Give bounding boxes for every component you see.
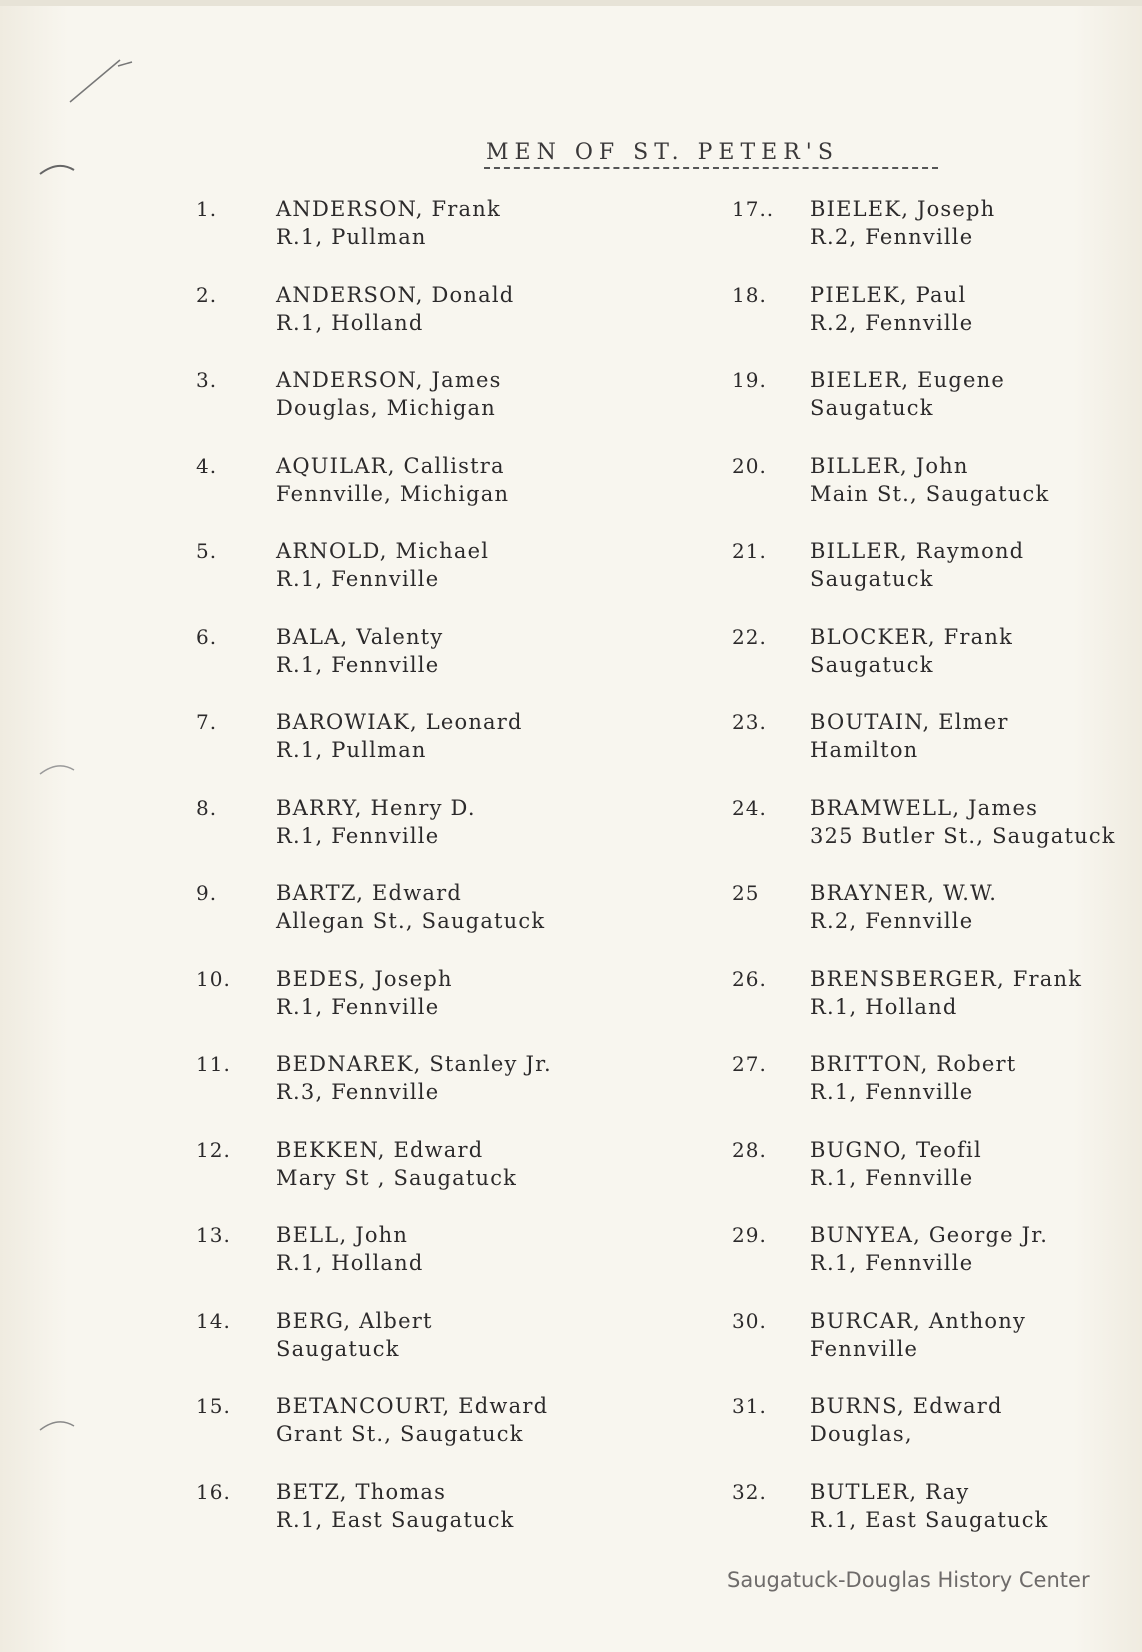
list-item <box>196 1052 756 1138</box>
entry-name: ARNOLD, Michael <box>276 539 490 563</box>
entry-name: ANDERSON, James <box>276 368 502 392</box>
entry-number: 7. <box>196 710 218 734</box>
entry-name: BLOCKER, Frank <box>810 624 1014 649</box>
entry-number: 13. <box>196 1223 231 1247</box>
list-item <box>196 283 756 369</box>
entry-name: BIELEK, Joseph <box>810 197 996 221</box>
list-item <box>196 1138 756 1224</box>
entry-address: R.1, Pullman <box>276 225 427 249</box>
entry-address: R.2, Fennville <box>810 310 974 335</box>
list-item <box>732 283 1142 369</box>
entry-address: R.2, Fennville <box>810 909 974 933</box>
entry-number: 6. <box>196 624 218 649</box>
entry-number: 24. <box>732 795 767 820</box>
list-item <box>196 539 756 625</box>
entry-number: 2. <box>196 282 218 307</box>
list-item <box>732 368 1142 454</box>
entry-name: AQUILAR, Callistra <box>276 453 505 478</box>
entry-name: BILLER, Raymond <box>810 539 1025 563</box>
entry-address: R.1, Fennville <box>276 652 440 677</box>
entry-name: BRAYNER, W.W. <box>810 881 998 905</box>
entry-name: BARRY, Henry D. <box>276 795 476 820</box>
entry-name: BUTLER, Ray <box>810 1479 970 1504</box>
page-top-edge <box>0 0 1142 6</box>
entry-number: 30. <box>732 1308 767 1333</box>
entry-number: 15. <box>196 1394 231 1418</box>
entry-name: ANDERSON, Frank <box>276 197 501 221</box>
entry-address: R.1, Holland <box>276 1251 424 1275</box>
entry-name: BIELER, Eugene <box>810 368 1005 392</box>
list-item <box>732 625 1142 711</box>
entry-address: Fennville <box>810 1336 919 1361</box>
entry-name: BRAMWELL, James <box>810 795 1039 820</box>
punch-hole-mark <box>38 760 78 780</box>
list-item <box>196 967 756 1053</box>
entry-name: BILLER, John <box>810 453 969 478</box>
page-title: MEN OF ST. PETER'S <box>486 140 839 165</box>
entry-name: BETZ, Thomas <box>276 1479 447 1504</box>
list-item <box>732 1480 1142 1566</box>
list-item <box>196 710 756 796</box>
entry-address: Mary St , Saugatuck <box>276 1165 518 1190</box>
entry-name: BURNS, Edward <box>810 1394 1003 1418</box>
list-item <box>196 1223 756 1309</box>
entry-number: 21. <box>732 539 767 563</box>
list-item <box>732 197 1142 283</box>
entry-number: 27. <box>732 1052 767 1076</box>
list-item <box>732 881 1142 967</box>
entry-address: Douglas, <box>810 1422 913 1446</box>
list-item <box>732 796 1142 882</box>
list-item <box>732 1052 1142 1138</box>
entry-address: Fennville, Michigan <box>276 481 510 506</box>
list-item <box>196 796 756 882</box>
entry-name: BEDNAREK, Stanley Jr. <box>276 1052 552 1076</box>
entry-number: 4. <box>196 453 218 478</box>
entry-name: BRITTON, Robert <box>810 1052 1017 1076</box>
entry-number: 31. <box>732 1394 767 1418</box>
entry-name: BEKKEN, Edward <box>276 1137 484 1162</box>
entry-number: 26. <box>732 966 767 991</box>
entry-address: Saugatuck <box>810 567 934 591</box>
entry-number: 10. <box>196 966 231 991</box>
entry-address: R.1, East Saugatuck <box>276 1507 515 1532</box>
right-column <box>732 197 1142 1565</box>
entry-address: Saugatuck <box>810 396 934 420</box>
list-item <box>196 1394 756 1480</box>
entry-address: Saugatuck <box>276 1336 400 1361</box>
list-item <box>196 368 756 454</box>
list-item <box>732 1223 1142 1309</box>
entry-number: 23. <box>732 710 767 734</box>
entry-name: BETANCOURT, Edward <box>276 1394 549 1418</box>
list-item <box>732 1394 1142 1480</box>
entry-number: 32. <box>732 1479 767 1504</box>
entry-address: R.1, Fennville <box>810 1251 974 1275</box>
entry-address: R.1, Fennville <box>276 823 440 848</box>
entry-address: 325 Butler St., Saugatuck <box>810 823 1116 848</box>
title-underline <box>484 167 938 169</box>
entry-address: Allegan St., Saugatuck <box>276 909 546 933</box>
entry-name: BURCAR, Anthony <box>810 1308 1027 1333</box>
entry-name: BRENSBERGER, Frank <box>810 966 1083 991</box>
entry-name: PIELEK, Paul <box>810 282 967 307</box>
list-item <box>732 1309 1142 1395</box>
entry-number: 1. <box>196 197 218 221</box>
entry-name: BAROWIAK, Leonard <box>276 710 523 734</box>
entry-number: 28. <box>732 1137 767 1162</box>
left-column <box>196 197 756 1565</box>
entry-number: 16. <box>196 1479 231 1504</box>
entry-address: R.1, East Saugatuck <box>810 1507 1049 1532</box>
list-item <box>732 539 1142 625</box>
entry-address: R.1, Holland <box>276 310 424 335</box>
entry-number: 17.. <box>732 197 775 221</box>
entry-address: Main St., Saugatuck <box>810 481 1050 506</box>
entry-address: R.2, Fennville <box>810 225 974 249</box>
entry-address: R.1, Fennville <box>810 1165 974 1190</box>
entry-number: 22. <box>732 624 767 649</box>
entry-number: 5. <box>196 539 218 563</box>
punch-hole-mark <box>38 1416 78 1436</box>
entry-number: 20. <box>732 453 767 478</box>
entry-address: R.1, Pullman <box>276 738 427 762</box>
entry-address: R.1, Fennville <box>810 1080 974 1104</box>
entry-address: Hamilton <box>810 738 919 762</box>
list-item <box>196 1309 756 1395</box>
entry-name: BUGNO, Teofil <box>810 1137 982 1162</box>
entry-number: 19. <box>732 368 767 392</box>
entry-number: 12. <box>196 1137 231 1162</box>
entry-address: Saugatuck <box>810 652 934 677</box>
list-item <box>196 881 756 967</box>
entry-name: BEDES, Joseph <box>276 966 453 991</box>
entry-number: 14. <box>196 1308 231 1333</box>
entry-number: 25 <box>732 881 760 905</box>
entry-number: 29. <box>732 1223 767 1247</box>
entry-name: BUNYEA, George Jr. <box>810 1223 1049 1247</box>
list-item <box>732 710 1142 796</box>
list-item <box>196 454 756 540</box>
list-item <box>196 625 756 711</box>
entry-number: 9. <box>196 881 218 905</box>
entry-number: 3. <box>196 368 218 392</box>
entry-name: BERG, Albert <box>276 1308 433 1333</box>
list-item <box>196 197 756 283</box>
entry-address: R.1, Fennville <box>276 567 440 591</box>
watermark: Saugatuck-Douglas History Center <box>727 1568 1090 1592</box>
entry-name: BOUTAIN, Elmer <box>810 710 1009 734</box>
entry-name: ANDERSON, Donald <box>276 282 515 307</box>
list-item <box>196 1480 756 1566</box>
entry-address: R.3, Fennville <box>276 1080 440 1104</box>
punch-hole-mark <box>38 160 78 180</box>
pen-mark <box>60 52 140 116</box>
entry-number: 18. <box>732 282 767 307</box>
entry-name: BELL, John <box>276 1223 409 1247</box>
entry-name: BALA, Valenty <box>276 624 444 649</box>
entry-number: 11. <box>196 1052 231 1076</box>
list-item <box>732 454 1142 540</box>
entry-address: R.1, Fennville <box>276 994 440 1019</box>
entry-address: R.1, Holland <box>810 994 958 1019</box>
entry-address: Douglas, Michigan <box>276 396 496 420</box>
list-item <box>732 1138 1142 1224</box>
entry-address: Grant St., Saugatuck <box>276 1422 524 1446</box>
list-item <box>732 967 1142 1053</box>
entry-number: 8. <box>196 795 218 820</box>
entry-name: BARTZ, Edward <box>276 881 462 905</box>
